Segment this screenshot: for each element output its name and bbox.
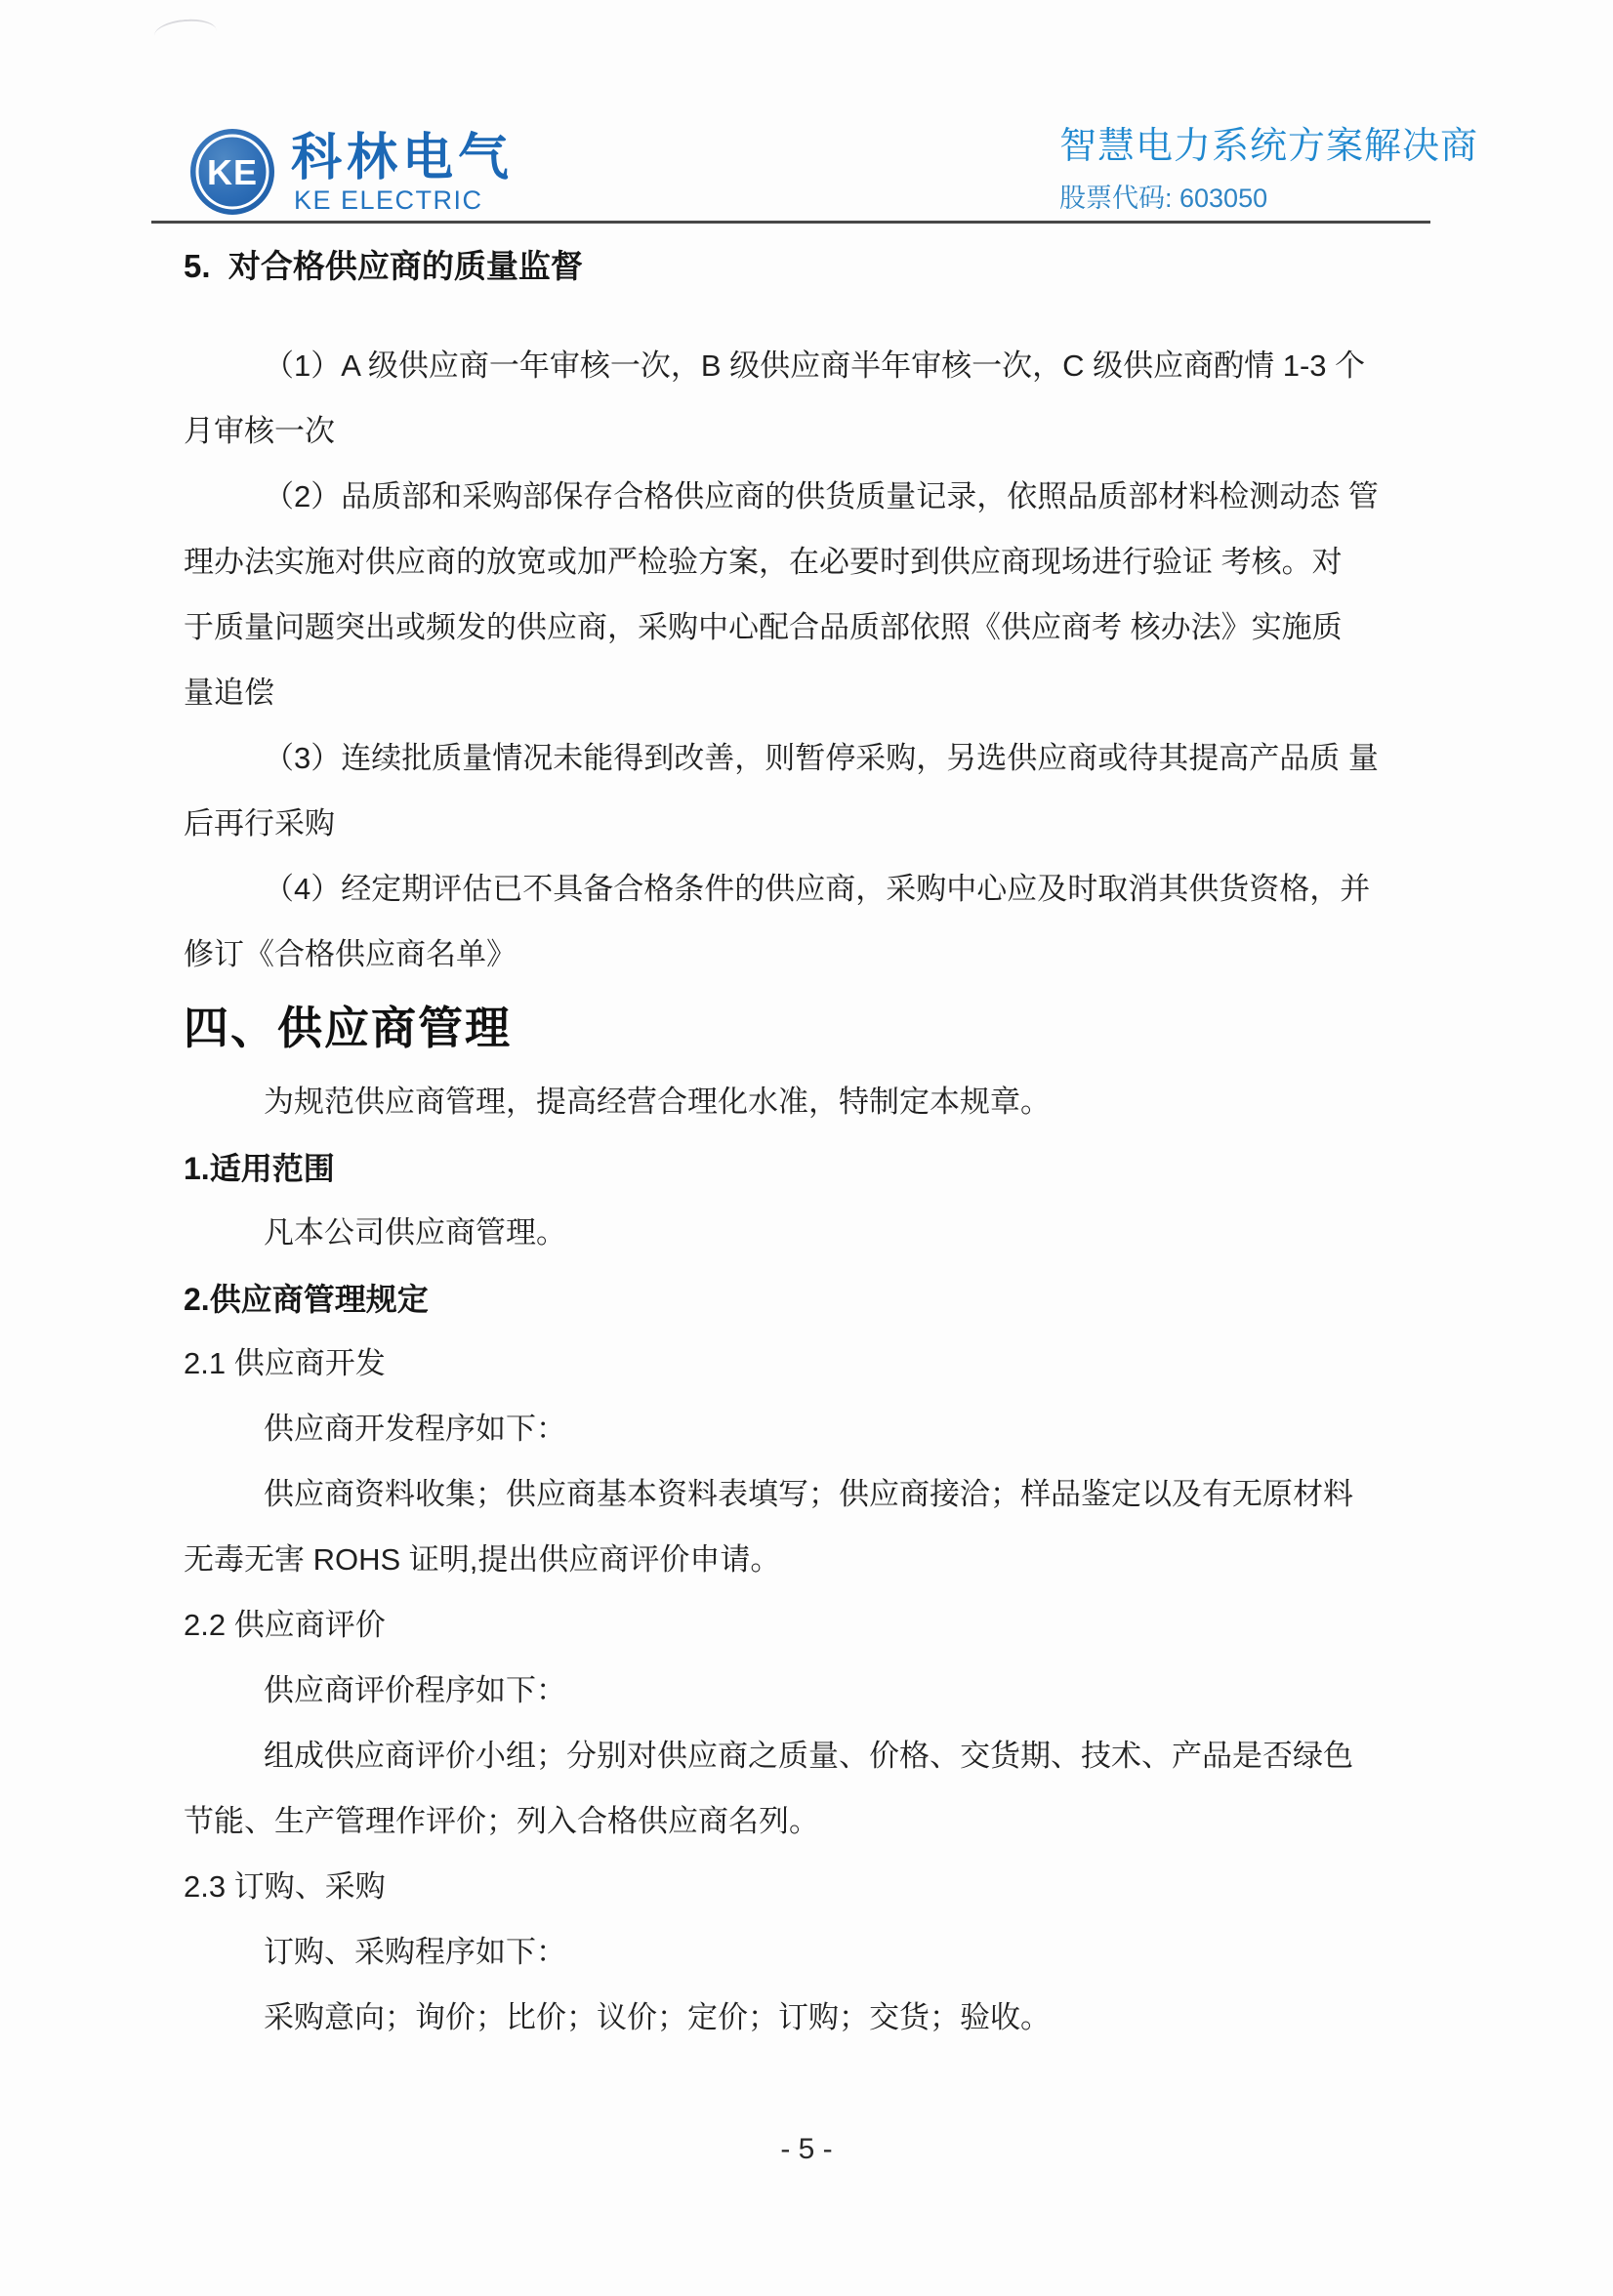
- doc-text-line: 凡本公司供应商管理。: [264, 1215, 566, 1250]
- doc-text-line: （4）经定期评估已不具备合格条件的供应商，采购中心应及时取消其供货资格，并: [264, 872, 1371, 907]
- doc-text-line: （2）品质部和采购部保存合格供应商的供货质量记录，依照品质部材料检测动态 管: [264, 479, 1379, 514]
- doc-text-line: 订购、采购程序如下：: [264, 1935, 566, 1970]
- doc-text-line: 组成供应商评价小组；分别对供应商之质量、价格、交货期、技术、产品是否绿色: [264, 1739, 1353, 1774]
- brand-name-en: KE ELECTRIC: [294, 185, 483, 215]
- doc-text-line: 无毒无害 ROHS 证明,提出供应商评价申请。: [184, 1542, 781, 1578]
- doc-text-line: 供应商开发程序如下：: [264, 1412, 566, 1447]
- doc-text-line: 采购意向；询价；比价；议价；定价；订购；交货；验收。: [264, 2000, 1051, 2035]
- document-lines: [184, 234, 1453, 2051]
- header-divider: [151, 221, 1430, 224]
- header-tagline: 智慧电力系统方案解决商: [1059, 126, 1479, 167]
- ke-logo-svg: [188, 127, 276, 217]
- doc-text-line: 供应商评价程序如下：: [264, 1673, 566, 1708]
- doc-text-line: （3）连续批质量情况未能得到改善，则暂停采购，另选供应商或待其提高产品质 量: [264, 741, 1379, 776]
- doc-text-line: 后再行采购: [184, 806, 335, 841]
- doc-text-line: 节能、生产管理作评价；列入合格供应商名列。: [184, 1804, 819, 1839]
- heading-management-rules: 2.供应商管理规定: [184, 1281, 429, 1317]
- doc-text-line: 量追偿: [184, 676, 274, 711]
- doc-text-line: 理办法实施对供应商的放宽或加严检验方案，在必要时到供应商现场进行验证 考核。对: [184, 545, 1343, 580]
- doc-text-line: 为规范供应商管理，提高经营合理化水准，特制定本规章。: [264, 1085, 1051, 1120]
- logo-initials: KE: [206, 152, 259, 192]
- page-number: - 5 -: [780, 2133, 833, 2165]
- doc-text-line: 月审核一次: [184, 414, 335, 449]
- heading-ordering-purchasing: 2.3 订购、采购: [184, 1869, 386, 1905]
- stock-code: 股票代码: 603050: [1059, 184, 1268, 213]
- brand-name-cn: 科林电气: [291, 130, 515, 186]
- heading-quality-supervision: 5. 对合格供应商的质量监督: [184, 248, 583, 284]
- heading-scope: 1.适用范围: [184, 1150, 335, 1186]
- doc-text-line: 于质量问题突出或频发的供应商，采购中心配合品质部依照《供应商考 核办法》实施质: [184, 610, 1343, 645]
- doc-text-line: 修订《合格供应商名单》: [184, 937, 517, 972]
- heading-supplier-management: 四、供应商管理: [184, 1003, 512, 1054]
- heading-supplier-evaluation: 2.2 供应商评价: [184, 1608, 386, 1643]
- heading-supplier-development: 2.1 供应商开发: [184, 1346, 386, 1381]
- doc-text-line: （1）A 级供应商一年审核一次，B 级供应商半年审核一次，C 级供应商酌情 1-3 个: [264, 348, 1366, 384]
- scan-artifact-arc: [153, 17, 218, 49]
- doc-text-line: 供应商资料收集；供应商基本资料表填写；供应商接洽；样品鉴定以及有无原材料: [264, 1477, 1353, 1512]
- ke-logo-icon: [188, 127, 276, 217]
